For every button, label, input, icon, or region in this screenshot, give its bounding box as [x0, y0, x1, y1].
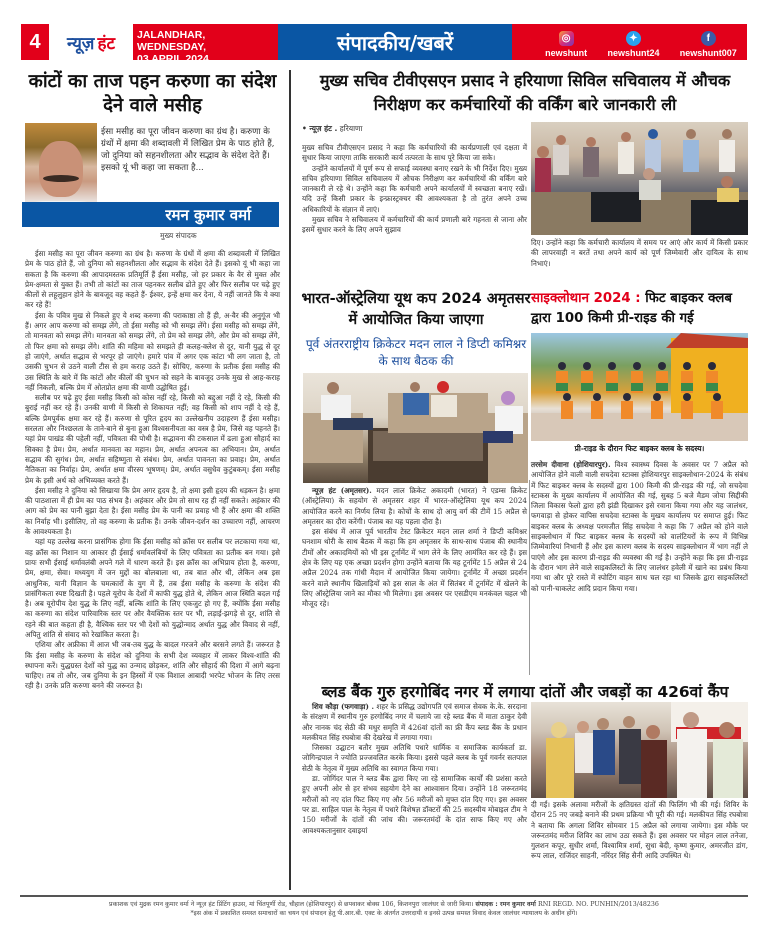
column-divider — [529, 480, 530, 675]
brand-logo-blue: न्यूज़ — [66, 33, 95, 54]
secretariat-body — [302, 143, 527, 236]
editorial-body — [25, 249, 280, 692]
cycle-headline — [531, 289, 748, 329]
blood-bank-paragraph — [302, 702, 527, 743]
dental-camp-photo — [531, 702, 748, 798]
instagram-handle: newshunt — [545, 48, 588, 58]
imprint — [20, 900, 748, 918]
editorial-paragraph: एशिया और अफ्रीका में आज भी जब-तब युद्ध के बादल गरजने और बरसने लगते हैं। जरूरत है कि ईसा मसीह के करुणा के संदेश को दुनिया के सभी देश व्यवहार में लाकर विश्व-शांति की स्थापना करें। युद्धग्रस्त देशों को युद्ध का उन्माद छोड़कर, शांति और सौहार्द की दिशा में आगे बढ़ना चाहिए। तब तो और, जब दुनिया के इन हिस्सों में एक विशाल आबादी भरपेट भोजन के लिए तरस रही है। उनके प्रति करुणा बनने की जरूरत है। — [25, 640, 280, 691]
byline-place: हरियाणा — [339, 124, 363, 133]
cyclists-photo — [531, 333, 748, 441]
cricket-paragraph-text: मदन लाल क्रिकेट अकादमी (भारत) ने एडम्स क्रिकेट (ऑस्ट्रेलिया) के सहयोग से अमृतसर शहर में भारत-ऑस्ट्रेलिया यूथ कप 2024 आयोजित करने का निर्णय लिया है। कोचों के साथ दो आयु वर्ग की टीमें 15 अप्रैल से अमृतसर का दौरा करेंगी। पंजाब का यह पहला दौरा है। — [302, 486, 527, 526]
facebook-handle: newshunt007 — [679, 48, 737, 58]
secretariat-byline — [302, 124, 362, 134]
dateline — [133, 24, 279, 65]
blood-bank-paragraph: जिसका उद्घाटन बतौर मुख्य अतिथि पधारे धार्मिक व समाजिक कार्यकर्ता डा. जोगिन्द्रपाल ने ज्योति प्रज्जवलित करके किया। इससे पहले क्लब के पूर्व गवर्नर सतपाल सेठी के नेतृत्व में मुख्य अतिथि का स्वागत किया गया। — [302, 743, 527, 773]
instagram-icon: ◎ — [559, 31, 574, 46]
imprint-rni: RNI REGD. NO. PUNHIN/2013/48236 — [537, 901, 659, 908]
editorial-paragraph: यहां यह उल्लेख करना प्रासंगिक होगा कि ईसा मसीह को क्रॉस पर सलीब पर लटकाया गया था, वह क्रॉस का निशान या आकार ही ईसाई धर्मावलंबियों के लिए पवित्रता का प्रतीक बन गया। इसे प्रायः सभी ईसाई धर्मावलंबी अपने गले में धारण करते हैं। इस क्रॉस का अभिप्राय होता है, करुणा, प्रेम, क्षमा, सेवा। मध्ययुग में जन मुद्दों का बोलबाला था, तब बात और थी, लेकिन अब इस आधुनिक, यानी विज्ञान के चमत्कारों के युग में हैं, तब ईसा मसीह के करुणा के संदेश की प्रासंगिकता स्पष्ट दिखती है। पहले यूरोप के देशों में काफी युद्ध होते थे, लेकिन आज स्थिति बदल गई है। अब यूरोपीय देश युद्ध के लिए नहीं, बल्कि शांति के लिए एकजुट हो गए हैं, क्योंकि ईसा मसीह का करुणा का संदेश पारिवारिक स्तर पर और वैयक्तिक स्तर पर भी, लड़ाई-झगड़े से दूर, शांति से रहने की बात कहता ही है, वैश्विक स्तर पर भी देशों को युद्धोन्माद अर्थात युद्ध और विवाद से नहीं, अपितु शांति से संवाद को रेखांकित करता है। — [25, 537, 280, 639]
blood-bank-paragraph-text: शहर के प्रसिद्ध उद्योगपति एवं समाज सेवक के.के. सरदाना के संरक्षण में स्थानीय गुरु हरगोबिंद नगर में चलाये जा रहे ब्लड बैंक में माता ठाकुर देवी और नानक चंद सेठी की मधुर समृति में 426वां दांतों का फ्री कैंप ब्लड बैंक के प्रधान मलकीयत सिंह रघबोत्रा की देखरेख में लगाया गया। — [302, 702, 527, 742]
cricket-body — [302, 486, 527, 610]
blood-bank-body — [302, 702, 527, 836]
editorial-paragraph: ईसा मसीह ने दुनिया को सिखाया कि प्रेम अगर हृदय है, तो क्षमा इसी हृदय की धड़कन है। क्षमा की पाठशाला में ही प्रेम का पाठ संभव है। अहंकार और प्रेम तो साथ रह ही नहीं सकते। अहंकार की आग को प्रेम का पानी बुझा देता है। ईसा मसीह प्रेम के पानी का प्रवाह भी हैं और क्षमा की शक्ति का निर्वाह भी। इसीलिए, तो वह करुणा के प्रतीक हैं। उनके जीवन-दर्शन का उच्चारण नहीं, आचरण के आवश्यकता है। — [25, 485, 280, 537]
secretariat-paragraph: मुख्य सचिव ने सचिवालय में कर्मचारियों की कार्य प्रणाली बारे गहनता से जाना और इसमें सुधार करने के लिए अपने सुझाव — [302, 215, 527, 235]
social-facebook[interactable] — [680, 31, 737, 58]
secretariat-photo — [531, 122, 748, 235]
imprint-line-2: *इस अंक में प्रकाशित समस्त समाचारों का चयन एवं संपादन हेतु पी.आर.बी. एक्ट के अंतर्गत उत्तरदायी व इनसे उत्पन्न समस्त विवाद केवल जालंधर न्यायालय के अधीन होंगे। — [190, 910, 578, 917]
blood-bank-paragraph: डा. जोगिंदर पाल ने ब्लड बैंक द्वारा किए जा रहे सामाजिक कार्यों की प्रशंसा करते हुए अपनी ओर से हर संभव सहयोग देने का आश्वासन दिया। उन्होंने 18 जरूरतमंद मरीजों को नए दांत फिट किए गए और 56 मरीजों को मुफ्त दांत दिए गए। इस अवसर पर डा. साहिल पाल के नेतृत्व में पधारे विशेषज्ञ डॉक्टरों की 25 सदस्यीय मोबाइल टीम ने 150 मरीजों के दांतों की जांच की। जरूरतमंदों के दांत साफ किए गए और आवश्यकतानुसार दवाइयां — [302, 774, 527, 835]
editorial-paragraph: सलीब पर चढ़े हुए ईसा मसीह किसी को कोस नहीं रहे, किसी को बद्दुआ नहीं दे रहे, किसी की बुराई नहीं कर रहे हैं। उनकी वाणी में किसी से शिकायत नहीं; वह किसी को शाप नहीं दे रहे हैं, बल्कि प्रेमपूर्वक क्षमा कर रहे हैं। करुणा से पूरित हृदय का उल्लेखनीय उदाहरण हैं ईसा मसीह। सरलता और निश्छलता के ताने-बाने से बुना हुआ विश्वसनीयता का वस्त्र है प्रेम, जिसे वह पहनते हैं। यहां प्रेम पाखंड की पहेली नहीं, पवित्रता की पोथी है। सद्भावना की टकसाल में ढला हुआ सौहार्द का सिक्का है प्रेम। प्रेम, अर्थात मानवता का महान। प्रेम, अर्थात अपनत्व का अभियान। प्रेम, अर्थात सद्भाव की सुगंध। प्रेम, अर्थात सहिष्णुता से संबंध। प्रेम, अर्थात पावनता का प्रवाह। प्रेम, अर्थात नैतिकता का निर्वाह। प्रेम, अर्थात क्षमा वीरस्य भूषणम्। प्रेम, अर्थात वसुधैव कुटुंबकम्। ईसा मसीह प्रेम के इसी अर्थ को अभिव्यक्त करते हैं। — [25, 393, 280, 485]
cycle-dateline: तरसेम दीवाना (होशियारपुर). — [531, 460, 611, 469]
cycle-headline-black: फिट बाइकर क्लब द्वारा 100 किमी प्री-राइड की गई — [531, 291, 732, 326]
author-name: रमन कुमार वर्मा — [22, 202, 279, 227]
cricket-subheadline: पूर्व अंतरराष्ट्रीय क्रिकेटर मदन लाल ने डिप्टी कमिश्नर के साथ बैठक की — [305, 337, 527, 368]
blood-bank-headline: ब्लड बैंक गुरु हरगोबिंद नगर में लगाया दांतों और जबड़ों का 426वां कैंप — [321, 683, 729, 701]
secretariat-body-continued — [531, 238, 748, 269]
meeting-photo — [303, 373, 528, 483]
editorial-paragraph: ईसा मसीह का पूरा जीवन करुणा का ग्रंथ है। करुणा के ग्रंथों में क्षमा की शब्दावली में लिखित प्रेम के पाठ होते हैं, जो दुनिया को सहनशीलता और सद्भाव के संदेश देते हैं। इसको यूं भी कहा जा सकता है कि करुणा की आपादमस्तक प्रतिमूर्ति हैं ईसा मसीह, जो हर प्रकार के वैर से मुक्त और प्रेम-क्षमता से युक्त हैं। तभी तो कांटों का ताज पहनकर सलीब ढोते हुए और फिर सलीब पर चढ़े हुए कीलों से लहूलुहान होने के बावजूद वह कहते हैं- ईश्वर, इन्हें क्षमा कर देना, ये नहीं जानते कि ये क्या कर रहे हैं! — [25, 249, 280, 310]
footer-divider — [20, 895, 748, 897]
social-links — [535, 24, 747, 60]
meeting-illustration — [303, 373, 528, 483]
blood-bank-body-continued — [531, 800, 748, 862]
cyclists-group-illustration — [531, 333, 748, 441]
cycle-paragraph-text: विश्व स्वास्थ्य दिवस के अवसर पर 7 अप्रैल को आयोजित होने वाली वाली सचदेवा स्टाक्स होशियारपुर साइक्लोथान-2024 के संबंध में फिट बाइकर क्लब के सदस्यों द्वारा 100 किमी की प्री-राइड की गई, जो सचदेवा स्टाकस के मुख्य कार्यालय में आयोजित की गई, सुबह 5 बजे मैडम जोया सिद्दीकी जिला विकास फेलो द्वारा हरी झंडी दिखाकर इसे रवाना किया गया और यह जालंधर, फगवाड़ा से होकर वापिस सचदेवा स्टाक्स के मुखय कार्यालय पर समाप्त हुई। फिट बाइकर क्लब के अध्यक्ष परमजीत सिंह सचदेवा ने कहा कि 7 अप्रैल को होने वाले साइक्लोथान में फिट बाइकर क्लब के सदस्यों को वालंटियरों के रूप में विभिन्न जिम्मेवारियां निभानी हैं और इस कारण क्लब के सदस्य साइक्लोथान में भाग नहीं ले पाएंगे और इस कारण प्री-राइड की व्यवस्था की गई है। उन्होंने कहा कि इस प्री-राइड के दौरान भाग लेने वाले साइकलिस्टों के लिए जालंधर हवेली में खाने का प्रबंध किया गया था और पूरे रास्ते में स्पोटिंग वाहन साथ चल रहा था जिसके द्वारा साइकलिस्टों को पानी-चाकलेट आदि प्रदान किया गया। — [531, 460, 748, 593]
cricket-dateline: न्यूज़ हंट (अमृतसर). — [312, 486, 372, 495]
twitter-handle: newshunt24 — [607, 48, 660, 58]
blood-bank-dateline: शिव कौड़ा (फगवाड़ा) . — [312, 702, 375, 711]
imprint-editor: संपादक : रमन कुमार वर्मा — [475, 901, 536, 908]
band-divider — [512, 24, 535, 60]
section-title: संपादकीय/खबरें — [278, 24, 512, 60]
camp-group-illustration — [531, 702, 748, 798]
secretariat-paragraph: मुख्य सचिव टीवीएसएन प्रसाद ने कहा कि कर्मचारियों की कार्यप्रणाली एवं दक्षता में सुधार किया जाएगा ताकि सरकारी कार्य तत्परता के साथ पूरे किया जा सके। — [302, 143, 527, 163]
cricket-headline: भारत-ऑस्ट्रेलिया यूथ कप 2024 अमृतसर में आयोजित किया जाएगा — [301, 291, 531, 328]
column-divider — [289, 70, 291, 890]
author-role: मुख्य संपादक — [160, 231, 197, 240]
secretariat-paragraph: दिए। उन्होंने कहा कि कर्मचारी कार्यालय में समय पर आएं और कार्य में किसी प्रकार की लापरवाही न बरतें तथा अपने कार्य को पूर्ण जिम्मेवारी और दायित्व के साथ निभाएं। — [531, 238, 748, 268]
cycle-headline-red: साइक्लोथान 2024 : — [531, 291, 641, 306]
secretariat-paragraph: उन्होंने कार्यालयों में पूर्ण रूप से सफाई व्यवस्था बनाए रखने के भी निर्देश दिए। मुख्य सचिव हरियाणा सिविल सचिवालय में औचक निरीक्षण कर कर्मचारियों की वर्किंग बारे जानकारी ले रहे थे। उन्होंने कहा कि कर्मचारी अपने कार्यालयों में स्वच्छता बनाए रखें। यदि उन्हें किसी प्रकार के इन्फ्रास्ट्रक्चर की आवश्यकता है तो तुरंत अपने उच्च अधिकारियों के संज्ञान में लाएं। — [302, 163, 527, 214]
social-twitter[interactable] — [607, 31, 659, 58]
blood-bank-paragraph: दी गईं। इसके अलावा मरीजों के क्षतिग्रस्त दांतों की फिलिंग भी की गई। शिविर के दौरान 25 नए जबड़े बनाने की प्रथम प्रक्रिया भी पूरी की गई। मलकीयत सिंह रघबोत्रा ने बताया कि अगला शिविर सोमवार 15 अप्रैल को लगाया जायेगा। इस मौके पर जरूरतमंद मरीज शिविर का लाभ उठा सकते हैं। इस अवसर पर मोहन लाल तनेजा, गुलशन कपूर, सुधीर शर्मा, विश्वामित्र शर्मा, सुधा बेदी, कृष्ण कुमार, अमरजीत डांग, रूप लाल, राजिंदर साहनी, नरिंदर सिंह सैनी आदि उपस्थित थे। — [531, 800, 748, 861]
editorial-paragraph: ईसा के पवित्र मुख से निकले हुए ये शब्द करुणा की पराकाष्ठा तो हैं ही, अ-वैर की अनुगूंज भी हैं। अगर आप करुणा को समझ लेंगे, तो ईसा मसीह को भी समझ लेंगे। ईसा मसीह को समझ लेंगे, तो मानवता को समझ लेंगे। मानवता को समझ लेंगे, तो प्रेम को समझ लेंगे, और प्रेम को समझ लेंगे, तो फिर क्षमा को समझ लेंगे। शांति की महिमा को समझते ही कलह-क्लेश से दूर, यानी युद्ध से दूर हो जाएंगे, अर्थात सद्भाव से भरपूर हो जाएंगे। हमारे पांव में अगर एक कांटा भी लग जाता है, तो उसकी चुभन से उठने वाली टीस से हम कराह उठते हैं। सोचिए, करुणा के प्रतीक ईसा मसीह की उस स्थिति के बारे में कि कांटों और कीलों की चुभन को सहने के बावजूद उनके मुख से आह-कराह नहीं निकली, बल्कि प्रेम में ओतप्रोत क्षमा की वाणी उद्घोषित हुई। — [25, 310, 280, 392]
dateline-city-day: JALANDHAR, WEDNESDAY, — [137, 29, 207, 53]
imprint-line-1 — [20, 900, 748, 909]
cricket-paragraph: इस संबंध में आज पूर्व भारतीय टेस्ट क्रिकेटर मदन लाल शर्मा ने डिप्टी कमिश्नर घनशाम थोरी के साथ बैठक में कहा कि हम अमृतसर के साथ-साथ पंजाब की स्थानीय टीमों और अकादमियों को भी इस टूर्नामेंट में भाग लेने के लिए आमंत्रित कर रहे हैं। इस क्षेत्र के लिए यह एक अच्छा प्रदर्शन होगा उन्होंने बताया कि यह टूर्नामेंट 15 अप्रैल से 24 अप्रैल 2024 तक गांधी मैदान में आयोजित किया जायेगा। टूर्नामेंट में अच्छा प्रदर्शन करने वाले स्थानीय खिलाड़ियों को इस साल के अंत में सितंबर में टूर्नामेंट में खेलने के लिए ऑस्ट्रेलिया जाने का मौका भी मिलेगा। इस अवसर पर एसडीएम मनकंवल चहल भी मौजूद रहे। — [302, 527, 528, 609]
dateline-date: 03 APRIL 2024 — [137, 53, 209, 65]
brand-logo — [49, 24, 133, 60]
editorial-intro: ईसा मसीह का पूरा जीवन करुणा का ग्रंथ है। करुणा के ग्रंथों में क्षमा की शब्दावली में लिखित प्रेम के पाठ होते हैं, जो दुनिया को सहनशीलता और सद्भाव के संदेश देते हैं। इसको यूं भी कहा जा सकता है... — [101, 127, 275, 173]
brand-logo-red: हंट — [97, 33, 116, 54]
twitter-icon: ✦ — [626, 31, 641, 46]
author-mustache — [43, 175, 79, 182]
secretariat-headline: मुख्य सचिव टीवीएसएन प्रसाद ने हरियाणा सिविल सचिवालय में औचक निरीक्षण कर कर्मचारियों की वर्किंग बारे जानकारी ली — [319, 71, 731, 114]
social-instagram[interactable] — [545, 31, 587, 58]
page-number: 4 — [21, 24, 49, 60]
cycle-body — [531, 460, 748, 594]
byline-source: • न्यूज़ हंट . — [302, 124, 338, 133]
editorial-headline: कांटों का ताज पहन करुणा का संदेश देने वाले मसीह — [28, 71, 277, 116]
author-face — [39, 141, 83, 197]
cricket-paragraph — [302, 486, 527, 527]
cyclists-photo-caption: प्री-राइड के दौरान फिट बाइकर क्लब के सदस्य। — [574, 444, 705, 453]
cycle-paragraph — [531, 460, 748, 594]
office-staff-illustration — [531, 122, 748, 235]
facebook-icon: f — [701, 31, 716, 46]
imprint-publisher: प्रकाशक एवं मुद्रक रमन कुमार वर्मा ने न्यूज़ हंट प्रिंटिंग हाउस, मां चिंतपूर्णी रोड, चौहाल (होशियारपुर) से छपवाकर बोक्स 106, किशनपुरा जालंधर से जारी किया। — [109, 901, 474, 908]
